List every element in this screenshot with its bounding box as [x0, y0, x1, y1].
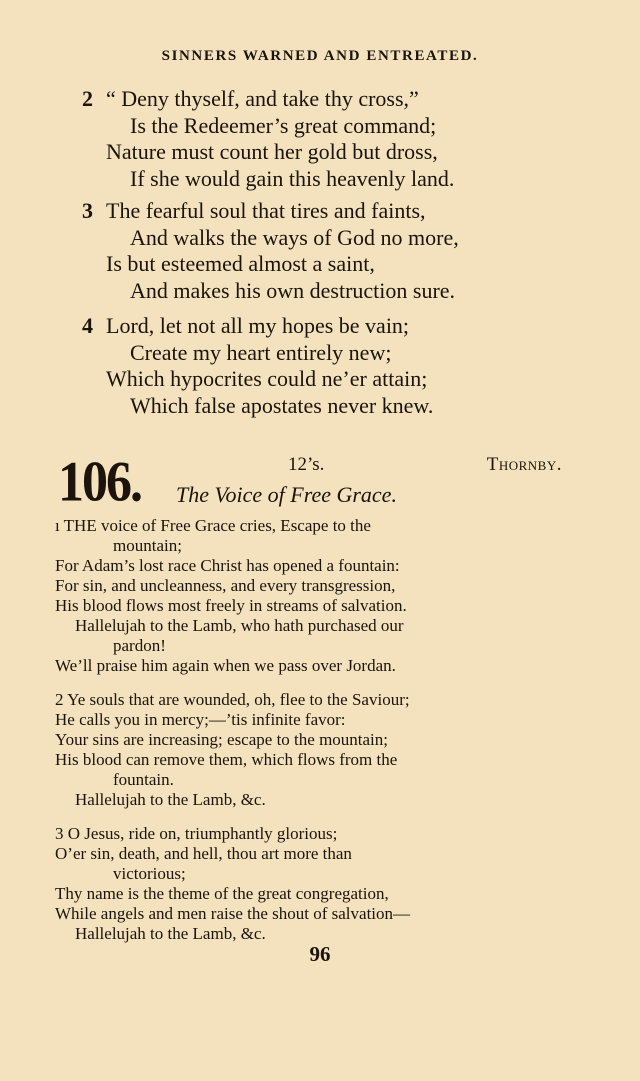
verse-line: mountain; — [113, 536, 182, 555]
verse-line: Thy name is the theme of the great congregation, — [55, 884, 389, 903]
verse-line: His blood flows most freely in streams of salvation. — [55, 596, 407, 615]
verse-line: And makes his own destruction sure. — [130, 277, 456, 303]
stanza-2 — [82, 86, 562, 192]
chorus-line: pardon! — [113, 636, 166, 655]
verse-line: 3 O Jesus, ride on, triumphantly glorious; — [55, 824, 338, 843]
stanza-3 — [82, 198, 562, 304]
verse-line: Create my heart entirely new; — [130, 339, 392, 365]
verse-line: We’ll praise him again when we pass over Jordan. — [55, 656, 396, 675]
verse-line: His blood can remove them, which flows from the — [55, 750, 398, 769]
verse-line: For Adam’s lost race Christ has opened a fountain: — [55, 556, 400, 575]
verse-line: “ Deny thyself, and take thy cross,” — [106, 86, 419, 111]
verse-line: Is but esteemed almost a saint, — [106, 251, 375, 276]
verse-line: victorious; — [113, 864, 186, 883]
verse-line: Which hypocrites could ne’er attain; — [106, 366, 428, 391]
verse-line: Is the Redeemer’s great command; — [130, 112, 437, 138]
running-header: SINNERS WARNED AND ENTREATED. — [161, 48, 479, 64]
verse-line: Nature must count her gold but dross, — [106, 139, 438, 164]
stanza-number: 3 — [82, 198, 93, 223]
verse-line: ı THE voice of Free Grace cries, Escape to the — [55, 516, 371, 535]
hymn-meter: 12’s. — [288, 454, 325, 475]
chorus-line: Hallelujah to the Lamb, &c. — [75, 924, 266, 943]
stanza-number: 2 — [82, 86, 93, 111]
verse-line: Which false apostates never knew. — [130, 392, 434, 418]
stanza-4 — [82, 313, 562, 419]
verse-line: For sin, and uncleanness, and every transgression, — [55, 576, 396, 595]
verse-line: fountain. — [113, 770, 174, 789]
hymn106-verse-3 — [55, 824, 565, 944]
verse-line: The fearful soul that tires and faints, — [106, 198, 426, 223]
verse-line: Your sins are increasing; escape to the mountain; — [55, 730, 389, 749]
chorus-line: Hallelujah to the Lamb, who hath purchased our — [75, 616, 404, 635]
verse-line: And walks the ways of God no more, — [130, 224, 459, 250]
page-number: 96 — [309, 942, 331, 966]
hymn-heading — [58, 452, 568, 512]
verse-line: 2 Ye souls that are wounded, oh, flee to the Saviour; — [55, 690, 410, 709]
hymn-title: The Voice of Free Grace. — [176, 482, 397, 507]
verse-line: If she would gain this heavenly land. — [130, 165, 455, 191]
chorus-line: Hallelujah to the Lamb, &c. — [75, 790, 266, 809]
hymn-tune: Thornby. — [486, 454, 562, 475]
verse-line: While angels and men raise the shout of salvation— — [55, 904, 411, 923]
stanza-number: 4 — [82, 313, 93, 338]
hymn-number: 106. — [58, 450, 141, 514]
verse-line: He calls you in mercy;—’tis infinite favor: — [55, 710, 346, 729]
verse-line: O’er sin, death, and hell, thou art more than — [55, 844, 352, 863]
hymn106-verse-1 — [55, 516, 565, 676]
verse-line: Lord, let not all my hopes be vain; — [106, 313, 410, 338]
hymn106-verse-2 — [55, 690, 565, 810]
